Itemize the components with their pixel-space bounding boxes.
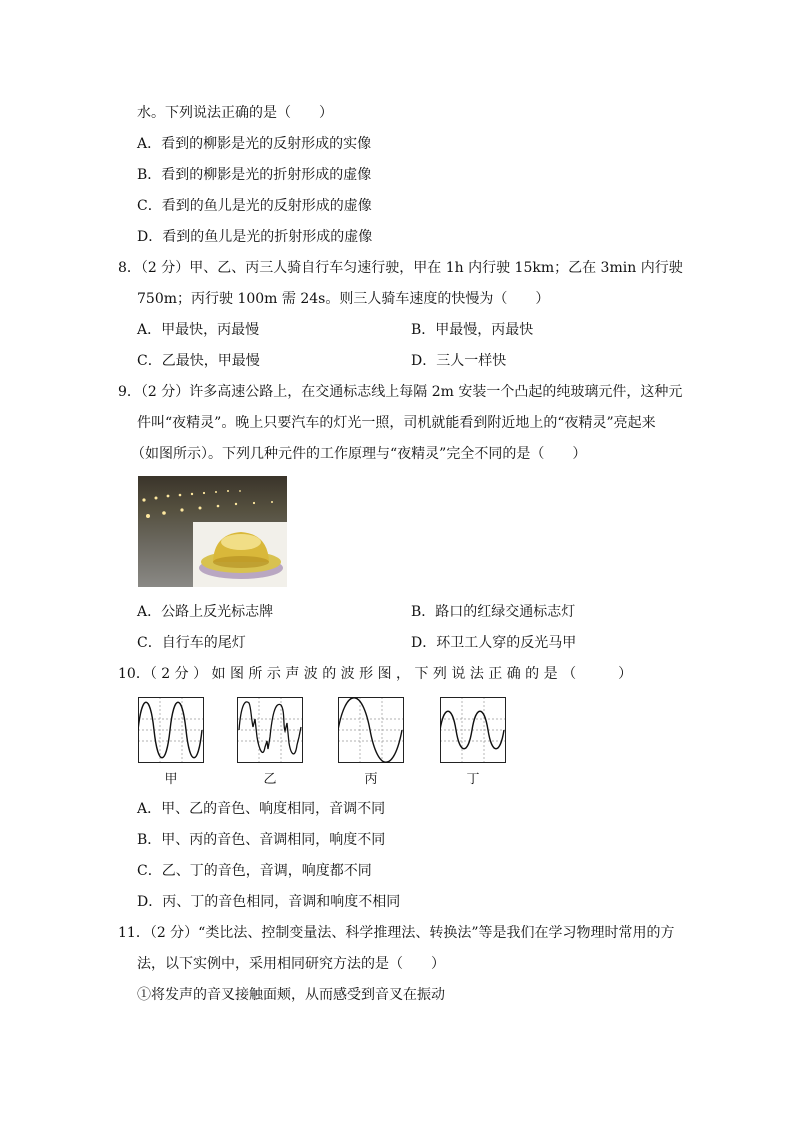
q10-option-c: C．乙、丁的音色，音调，响度都不同 (137, 863, 372, 879)
q8-option-b: B．甲最慢，丙最快 (411, 322, 534, 338)
q9-stem-line-3: （如图所示）。下列几种元件的工作原理与“夜精灵”完全不同的是（ ） (131, 446, 587, 462)
q9-option-d: D．环卫工人穿的反光马甲 (411, 635, 577, 651)
q11-stem-line-2: 法，以下实例中，采用相同研究方法的是（ ） (137, 956, 445, 972)
q7-option-d: D．看到的鱼儿是光的折射形成的虚像 (137, 229, 373, 245)
q10-option-a: A．甲、乙的音色、响度相同，音调不同 (137, 801, 386, 817)
q8-stem-line-2: 750m；丙行驶 100m 需 24s。则三人骑车速度的快慢为（ ） (137, 291, 550, 307)
waveform-label-yi: 乙 (263, 772, 277, 787)
waveform-ding (440, 697, 506, 763)
q7-option-c: C．看到的鱼儿是光的反射形成的虚像 (137, 198, 372, 214)
q10-option-d: D．丙、丁的音色相同，音调和响度不相同 (137, 894, 401, 910)
night-road-reflector-photo (138, 476, 287, 587)
q11-stem-line-1: 11．（2 分）“类比法、控制变量法、科学推理法、转换法”等是我们在学习物理时常用的方 (118, 925, 675, 941)
q8-option-c: C．乙最快，甲最慢 (137, 353, 260, 369)
reflector-photo-art (138, 476, 287, 587)
waveform-label-jia: 甲 (164, 772, 178, 787)
waveform-label-bing: 丙 (364, 772, 378, 787)
q10-stem: 10．（ 2 分 ） 如 图 所 示 声 波 的 波 形 图 ， 下 列 说 法 正 确 的 是 （ ） (118, 666, 633, 682)
waveform-jia (138, 697, 204, 763)
q11-item-1: ①将发声的音叉接触面颊，从而感受到音叉在振动 (137, 987, 445, 1003)
waveform-label-ding: 丁 (466, 772, 480, 787)
q9-option-a: A．公路上反光标志牌 (137, 604, 274, 620)
q8-stem-line-1: 8．（2 分）甲、乙、丙三人骑自行车匀速行驶，甲在 1h 内行驶 15km；乙在 3min 内行驶 (118, 260, 683, 276)
q9-stem-line-1: 9．（2 分）许多高速公路上，在交通标志线上每隔 2m 安装一个凸起的纯玻璃元件，这种元 (118, 384, 683, 400)
q8-option-d: D．三人一样快 (411, 353, 507, 369)
q7-stem-tail: 水。下列说法正确的是（ ） (137, 105, 333, 121)
q7-option-a: A．看到的柳影是光的反射形成的实像 (137, 136, 372, 152)
waveform-yi (237, 697, 303, 763)
q9-stem-line-2: 件叫“夜精灵”。晚上只要汽车的灯光一照，司机就能看到附近地上的“夜精灵”亮起来 (137, 415, 656, 431)
q7-option-b: B．看到的柳影是光的折射形成的虚像 (137, 167, 372, 183)
q8-option-a: A．甲最快，丙最慢 (137, 322, 260, 338)
q10-option-b: B．甲、丙的音色、音调相同，响度不同 (137, 832, 386, 848)
q9-option-c: C．自行车的尾灯 (137, 635, 246, 651)
waveform-bing (338, 697, 404, 763)
q9-option-b: B．路口的红绿交通标志灯 (411, 604, 576, 620)
